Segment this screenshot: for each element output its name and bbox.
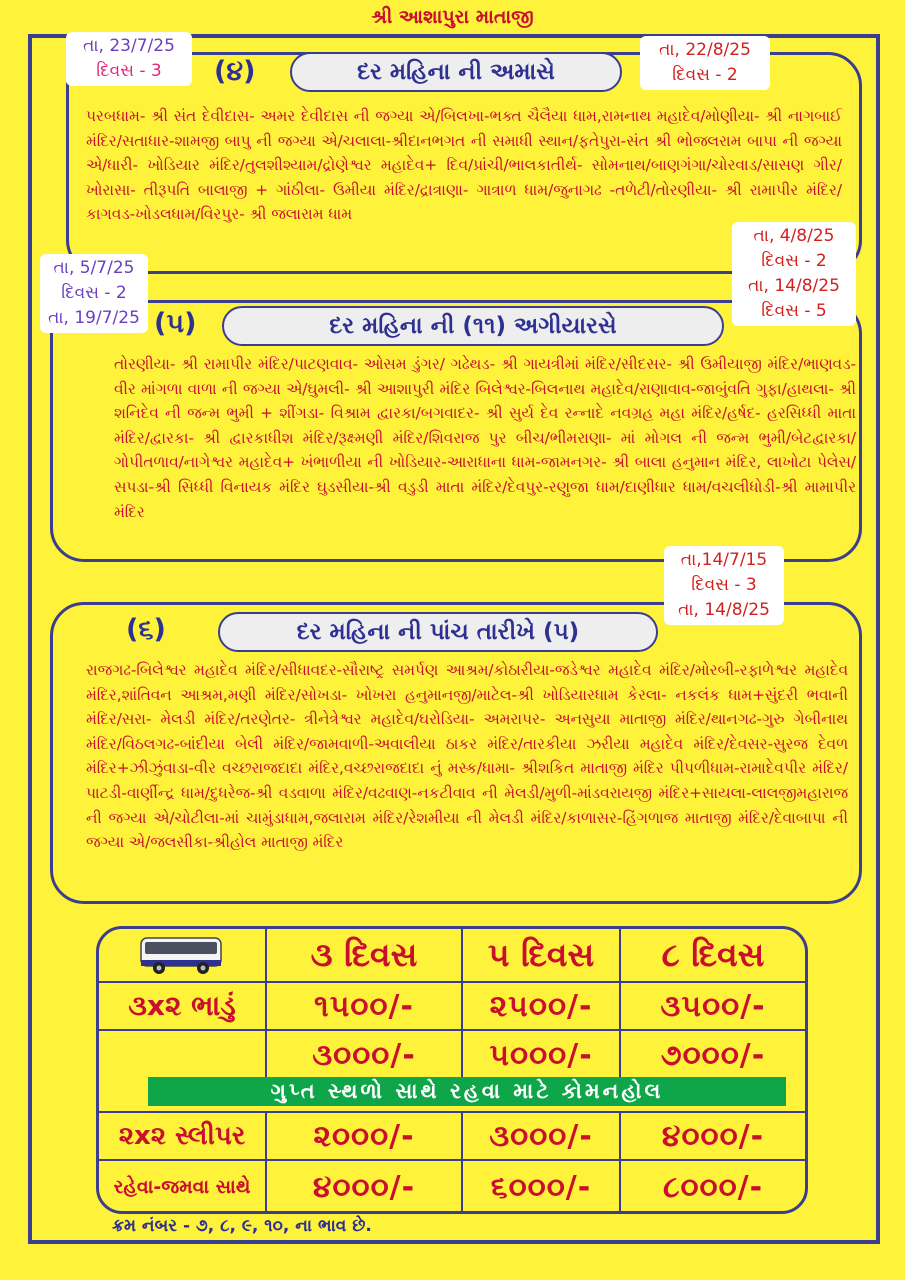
row2-label [99,1031,265,1079]
date-note-2-date: તા, 22/8/25 [659,40,751,60]
row3-price-5: ૩૦૦૦/- [489,1118,593,1154]
common-hall-banner: ગુપ્ત સ્થળો સાથે રહવા માટે કોમનહોલ [148,1077,786,1106]
page-title: શ્રી આશાપુરા માતાજી [371,6,534,28]
date-note-2 [640,36,770,90]
section-panch-tarikh-number: (૬) [126,614,166,645]
date-note-3-date: તા, 5/7/25 [53,258,135,278]
section-agiyaras-number: (૫) [154,308,197,339]
date-note-1-days: દિવસ - 3 [96,61,162,81]
bus-icon [137,931,227,981]
section-amas-title: દર મહિના ની અમાસે [290,52,622,92]
date-note-3-date2: તા, 19/7/25 [48,308,140,328]
row3-label: ૨x૨ સ્લીપર [118,1120,246,1151]
row3-price-3: ૨૦૦૦/- [313,1118,415,1154]
header-3-days: ૩ દિવસ [310,935,418,974]
section-panch-tarikh-body: રાજગઢ-બિલેશ્વર મહાદેવ મંદિર/સીધાવદર-સૌરાષ્ટ્ર સમર્પણ આશ્રમ/કોઠારીયા-જડેશ્વર મહાદેવ મંદિર/મોરબી-રફાળેશ્વર મહાદેવ મંદિર,શાંતિવન આશ્રમ,મણી મંદિર/સોખડા- ખોખરા હનુમાનજી/માટેલ-શ્રી ખોડિયારધામ કેરલા- નકલંક ધામ+સુંદરી ભવાની મંદિર/સરા- મેલડી મંદિર/તરણેતર- ત્રીનેત્રેશ્વર મહાદેવ/ઘરોડિયા- અમરાપર- અનસુયા માતાજી મંદિર/થાનગઢ-ગુરુ ગેબીનાથ મંદિર/વિઠલગઢ-બાંદીયા બેલી મંદિર/જામવાળી-અવાલીયા ઠાકર મંદિર/તારકીયા ઝરીયા મહાદેવ મંદિર/દેવસર-સુરજ દેવળ મંદિર+ઝીઝુંવાડા-વીર વચ્છરાજદાદા મંદિર,વચ્છરાજદાદા નું મસ્ક/ધામા- શ્રીશકિત માતાજી મંદિર પીપળીધામ-રામાદેવપીર મંદિર/પાટડી-વાર્ણીન્દ્ર ધામ/દુધરેજ-શ્રી વડવાળા મંદિર/વઢવાણ-નકટીવાવ ની મેલડી/મુળી-માંડવરાયજી મંદિર+સાયલા-લાલજીમહારાજ ની જગ્યા એ/ચોટીલા-માં ચામુંડાધામ,જલારામ મંદિર/રેશમીયા ની મેલડી મંદિર/કાળાસર-હિંગળાજ માતાજી મંદિર/દેવાબાપા ની જગ્યા એ/જલસીકા-શ્રીહોલ માતાજી મંદિર [86,661,848,852]
date-note-4-date2: તા, 14/8/25 [748,276,840,296]
section-amas-number: (૪) [214,56,256,87]
date-note-4-date: તા, 4/8/25 [753,226,835,246]
section-agiyaras-body: તોરણીયા- શ્રી રામાપીર મંદિર/પાટણવાવ- ઓસમ ડુંગર/ ગઢેથડ- શ્રી ગાયત્રીમાં મંદિર/સીદસર- શ્રી ઉમીયાજી મંદિર/ભાણવડ- વીર માંગળા વાળા ની જગ્યા એ/ઘુમલી- શ્રી આશાપુરી મંદિર બિલેશ્વર-બિલનાથ મહાદેવ/રાણાવાવ-જાબુંવતિ ગુફા/હાથલા- શ્રી શનિદેવ ની જન્મ ભુમી + શીંગડા- વિશ્રામ દ્વારકા/બગવાદર- શ્રી સુર્ય દેવ રન્નાદે નવગ્રહ મહા મંદિર/હર્ષદ- હરસિધ્ધી માતા મંદિર/દ્વારકા- શ્રી દ્વારકાધીશ મંદિર/રૂક્ષ્મણી મંદિર/શિવરાજ પુર બીચ/ભીમરાણા- માં મોગલ ની જન્મ ભુમી/બેટદ્વારકા/ગોપીતળાવ/નાગેશ્વર મહાદેવ+ ખંભાળીયા ની ખોડિયાર-આરાધાના ધામ-જામનગર- શ્રી બાલા હનુમાન મંદિર, લાખોટા પેલેસ/સપડા-શ્રી સિધ્ધી વિનાયક મંદિર ઘુડસીયા-શ્રી વડુડી માતા મંદિર/દેવપુર-રણુજા ધામ/દાણીધાર ધામ/વચલીધોડી-શ્રી મામાપીર મંદિર [114,355,856,521]
footer-note: ક્રમ નંબર - ૭, ૮, ૯, ૧૦, ના ભાવ છે. [112,1216,372,1236]
date-note-5-date: તા,14/7/15 [680,550,768,570]
row1-price-5: ૨૫૦૦/- [489,988,593,1024]
row4-price-5: ૬૦૦૦/- [490,1169,592,1205]
row1-label: ૩x૨ ભાડું [128,989,236,1022]
section-panch-tarikh-title: દર મહિના ની પાંચ તારીખે (૫) [218,612,658,652]
date-note-4-days: દિવસ - 2 [761,251,827,271]
date-note-3 [40,254,148,333]
date-note-4 [732,222,856,326]
section-amas-body: પરબધામ- શ્રી સંત દેવીદાસ- અમર દેવીદાસ ની જગ્યા એ/બિલખા-ભક્ત ચૈલૈયા ધામ,રામનાથ મહાદેવ/મોણીયા- શ્રી નાગબાઈ મંદિર/સતાધાર-શામજી બાપુ ની જગ્યા એ/ચલાલા-શ્રીદાનભગત ની સમાધી સ્થાન/ફતેપુરા-સંત શ્રી ભોજલરામ બાપા ની જગ્યા એ/ધારી- ખોડિયાર મંદિર/તુલશીશ્યામ/દ્રોણેશ્વર મહાદેવ+ દિવ/પ્રાંચી/ભાલકાતીર્થ- સોમનાથ/બાણગંગા/ચોરવાડ/સાસણ ગીર/ખોરાસા- તીરૂપતિ બાલાજી + ગાંઠીલા- ઉમીયા મંદિર/દ્રાત્રાણા- ગાત્રાળ ધામ/જુનાગઢ -તળેટી/તોરણીયા- શ્રી રામાપીર મંદિર/કાગવડ-ખોડલધામ/વિરપુર- શ્રી જલારામ ધામ [86,107,842,224]
date-note-2-days: દિવસ - 2 [672,65,738,85]
date-note-1-date: તા, 23/7/25 [83,36,175,56]
header-8-days: ૮ દિવસ [661,935,765,974]
row1-price-3: ૧૫૦૦/- [314,988,414,1024]
date-note-1 [66,32,192,86]
row2-price-8: ૭૦૦૦/- [660,1037,766,1073]
row2-price-3: ૩૦૦૦/- [312,1037,416,1073]
price-table [96,926,808,1214]
row3-price-8: ૪૦૦૦/- [661,1118,765,1154]
date-note-4-days2: દિવસ - 5 [761,301,827,321]
row4-price-8: ૮૦૦૦/- [662,1169,764,1205]
row2-price-5: ૫૦૦૦/- [489,1037,593,1073]
date-note-5 [664,546,784,625]
date-note-3-days: દિવસ - 2 [61,283,127,303]
section-agiyaras-title: દર મહિના ની (૧૧) અગીયારસે [222,306,724,346]
row4-label: રહેવા-જમવા સાથે [113,1176,251,1198]
date-note-5-date2: તા, 14/8/25 [678,600,770,620]
row4-price-3: ૪૦૦૦/- [312,1169,416,1205]
date-note-5-days: દિવસ - 3 [691,575,757,595]
header-5-days: ૫ દિવસ [487,935,595,974]
row1-price-8: ૩૫૦૦/- [660,988,766,1024]
